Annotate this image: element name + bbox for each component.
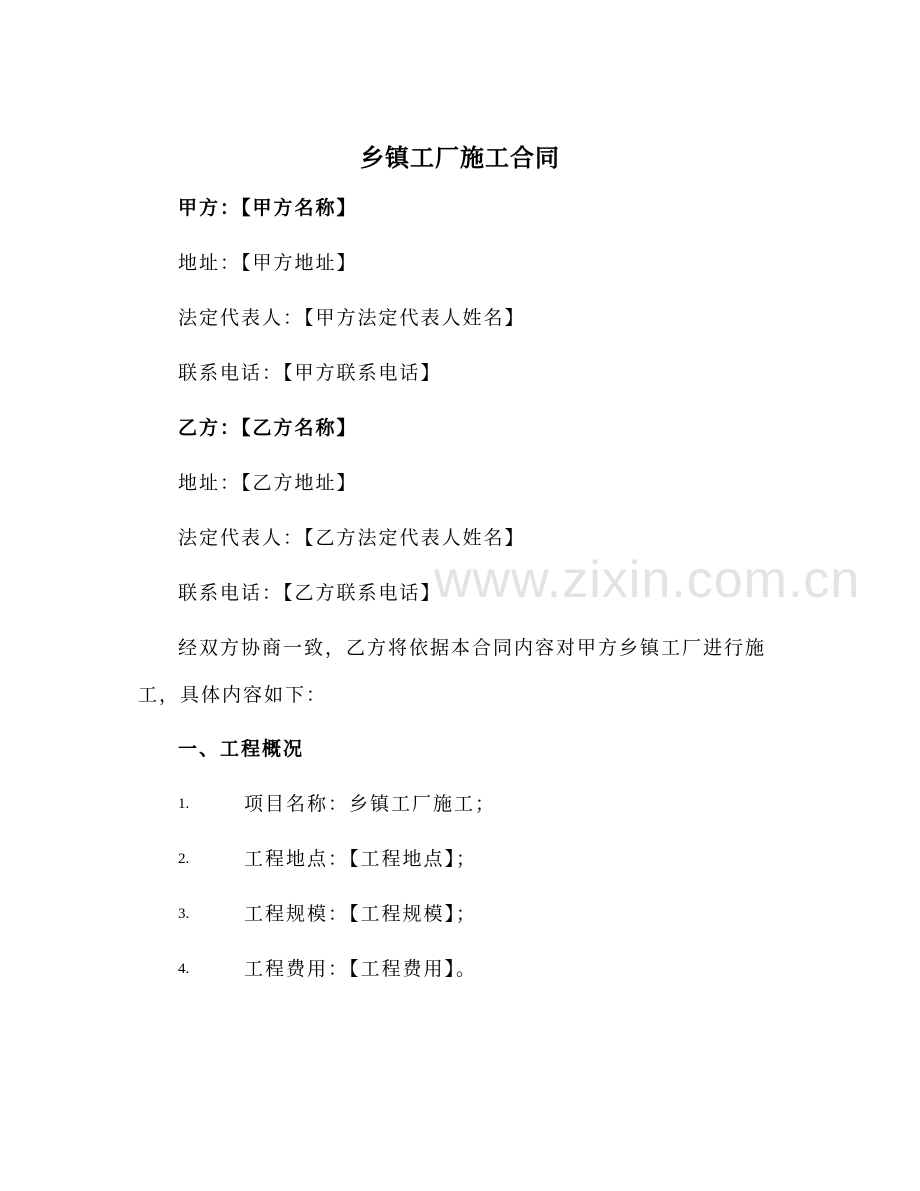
party-b-representative: 法定代表人：【乙方法定代表人姓名】 bbox=[178, 527, 526, 549]
party-a-address: 地址：【甲方地址】 bbox=[178, 252, 358, 274]
intro-line-1: 经双方协商一致，乙方将依据本合同内容对甲方乡镇工厂进行施 bbox=[178, 637, 767, 659]
watermark: www.zixin.com.cn bbox=[434, 551, 861, 609]
party-b-address: 地址：【乙方地址】 bbox=[178, 472, 358, 494]
list-item-number: 3. bbox=[178, 906, 190, 922]
party-a-phone: 联系电话：【甲方联系电话】 bbox=[178, 362, 442, 384]
list-item-number: 4. bbox=[178, 961, 190, 977]
document-title: 乡镇工厂施工合同 bbox=[360, 144, 560, 172]
list-item-number: 2. bbox=[178, 851, 190, 867]
list-item-text: 项目名称：乡镇工厂施工； bbox=[244, 793, 497, 815]
list-item-number: 1. bbox=[178, 796, 190, 812]
intro-line-2: 工，具体内容如下： bbox=[138, 684, 328, 706]
list-item-text: 工程规模：【工程规模】； bbox=[244, 903, 478, 925]
list-item-text: 工程地点：【工程地点】； bbox=[244, 848, 478, 870]
section-1-heading: 一、工程概况 bbox=[178, 738, 305, 760]
party-b-heading: 乙方：【乙方名称】 bbox=[178, 417, 358, 439]
list-item-text: 工程费用：【工程费用】。 bbox=[244, 958, 478, 980]
party-a-heading: 甲方：【甲方名称】 bbox=[178, 197, 358, 219]
party-a-representative: 法定代表人：【甲方法定代表人姓名】 bbox=[178, 307, 526, 329]
party-b-phone: 联系电话：【乙方联系电话】 bbox=[178, 582, 442, 604]
